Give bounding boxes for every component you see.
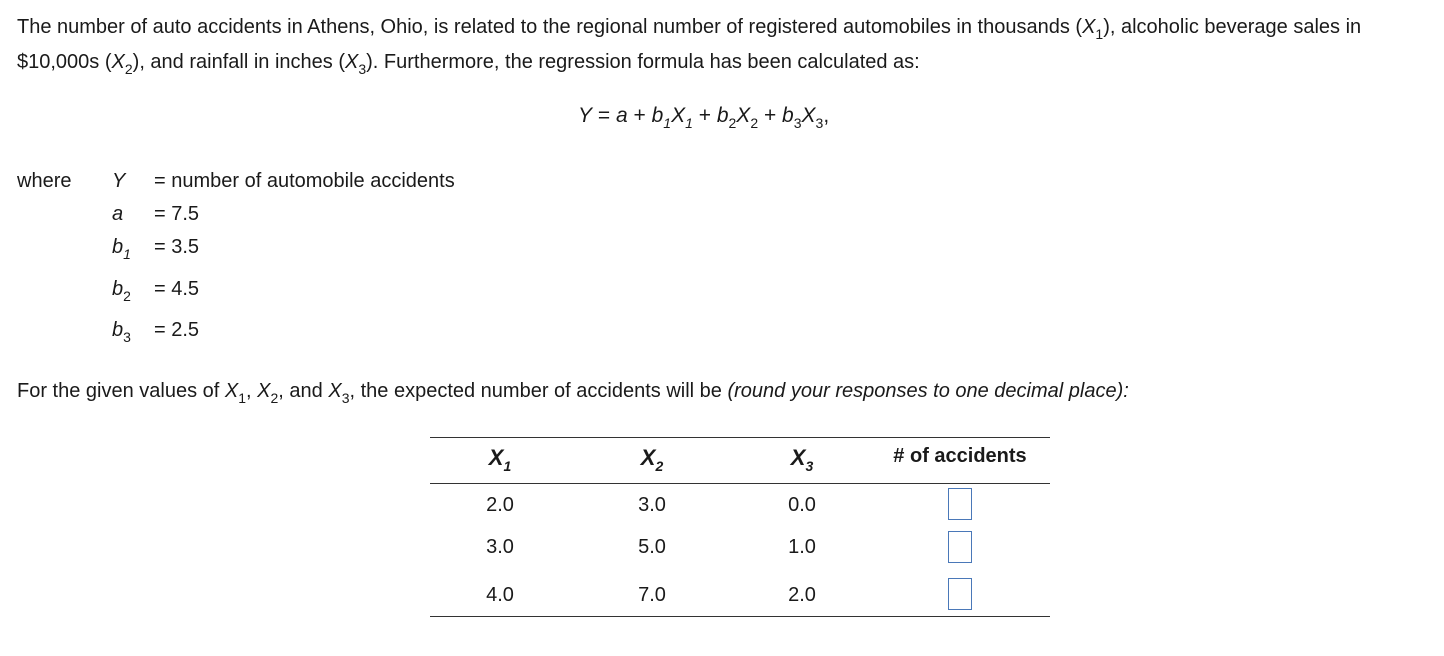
def-symbol: b: [112, 319, 124, 341]
header-x2-sub: 2: [655, 458, 664, 474]
formula-x3: X: [801, 104, 816, 127]
var-x3-sub: 3: [358, 61, 367, 77]
answer-input-row2[interactable]: [948, 531, 972, 563]
def-value: = 4.5: [154, 278, 200, 300]
accidents-table: [430, 437, 1050, 617]
formula-b3: b: [782, 104, 794, 127]
intro-text-2: ), alcoholic beverage sales in $10,000s (: [17, 16, 1362, 73]
formula-x1: X: [671, 104, 686, 127]
var-x3: X: [344, 51, 359, 73]
where-label: where: [17, 170, 72, 192]
header-x3: [732, 445, 872, 474]
def-symbol: b: [112, 236, 124, 258]
header-x3-symbol: X: [790, 445, 806, 470]
question-text-1: For the given values of: [17, 380, 225, 402]
definition-b2: [112, 278, 200, 304]
formula-plus: +: [692, 104, 717, 127]
question-x2-sub: 2: [270, 390, 279, 406]
def-symbol: Y: [112, 170, 126, 192]
cell-x2-row2: 5.0: [638, 536, 666, 558]
formula-b1: b: [651, 104, 664, 127]
question-instruction: (round your responses to one decimal place):: [727, 380, 1129, 402]
answer-input-row1[interactable]: [948, 488, 972, 520]
formula-x2-sub: 2: [750, 115, 759, 131]
def-value: = 3.5: [154, 236, 200, 258]
definition-b1: [112, 236, 200, 262]
header-x1-symbol: X: [488, 445, 504, 470]
def-sub: 2: [123, 288, 131, 304]
cell-x3-row3: 2.0: [788, 584, 816, 606]
formula-b1-sub: 1: [663, 115, 672, 131]
cell-x1-row2: 3.0: [486, 536, 514, 558]
formula-plus: +: [627, 104, 652, 127]
var-x2-sub: 2: [124, 61, 133, 77]
var-x1-sub: 1: [1095, 26, 1104, 42]
def-sub: 1: [123, 246, 131, 262]
header-x2-symbol: X: [640, 445, 656, 470]
cell-x1-row1: 2.0: [486, 494, 514, 516]
question-x1-sub: 1: [238, 390, 247, 406]
formula-x2: X: [736, 104, 751, 127]
formula-x1-sub: 1: [685, 115, 693, 131]
formula-plus: +: [758, 104, 783, 127]
formula-a: a: [615, 104, 628, 127]
header-x1: [430, 445, 570, 474]
formula-y: Y: [578, 104, 593, 127]
var-x1: X: [1082, 16, 1096, 38]
definition-a: [112, 203, 199, 226]
header-accidents: # of accidents: [893, 445, 1027, 467]
table-bottom-rule: [430, 616, 1050, 617]
question-prompt: [17, 380, 1129, 406]
formula-b2-sub: 2: [728, 115, 737, 131]
question-comma: ,: [246, 380, 258, 402]
def-symbol: a: [112, 203, 124, 225]
def-value: = number of automobile accidents: [154, 170, 455, 192]
formula-equals: =: [592, 104, 616, 127]
formula-b3-sub: 3: [793, 115, 802, 131]
table-top-rule: [430, 437, 1050, 438]
intro-text-3: ), and rainfall in inches (: [132, 51, 345, 73]
def-symbol: b: [112, 278, 124, 300]
var-x2: X: [111, 51, 125, 73]
formula-x3-sub: 3: [815, 115, 824, 131]
question-x1: X: [224, 380, 239, 402]
problem-intro: [17, 10, 1427, 80]
definition-y: [112, 170, 455, 193]
cell-x2-row3: 7.0: [638, 584, 666, 606]
answer-input-row3[interactable]: [948, 578, 972, 610]
question-x3: X: [328, 380, 342, 402]
header-x3-sub: 3: [805, 458, 814, 474]
def-sub: 3: [123, 329, 131, 345]
formula-b2: b: [716, 104, 729, 127]
intro-text-4: ). Furthermore, the regression formula has been calculated as:: [366, 51, 920, 73]
cell-x1-row3: 4.0: [486, 584, 514, 606]
regression-formula: [578, 104, 830, 131]
question-x2: X: [257, 380, 271, 402]
formula-comma: ,: [823, 104, 830, 127]
def-value: = 2.5: [154, 319, 200, 341]
header-x1-sub: 1: [503, 458, 512, 474]
definition-b3: [112, 319, 200, 345]
cell-x3-row2: 1.0: [788, 536, 816, 558]
intro-text-1: The number of auto accidents in Athens, Ohio, is related to the regional number of registered automobiles in thousands (: [17, 16, 1083, 38]
def-value: = 7.5: [154, 203, 200, 225]
question-x3-sub: 3: [341, 390, 350, 406]
question-and: , and: [278, 380, 329, 402]
table-header-rule: [430, 483, 1050, 484]
cell-x3-row1: 0.0: [788, 494, 816, 516]
header-x2: [582, 445, 722, 474]
question-text-2: , the expected number of accidents will be: [349, 380, 728, 402]
cell-x2-row1: 3.0: [638, 494, 666, 516]
